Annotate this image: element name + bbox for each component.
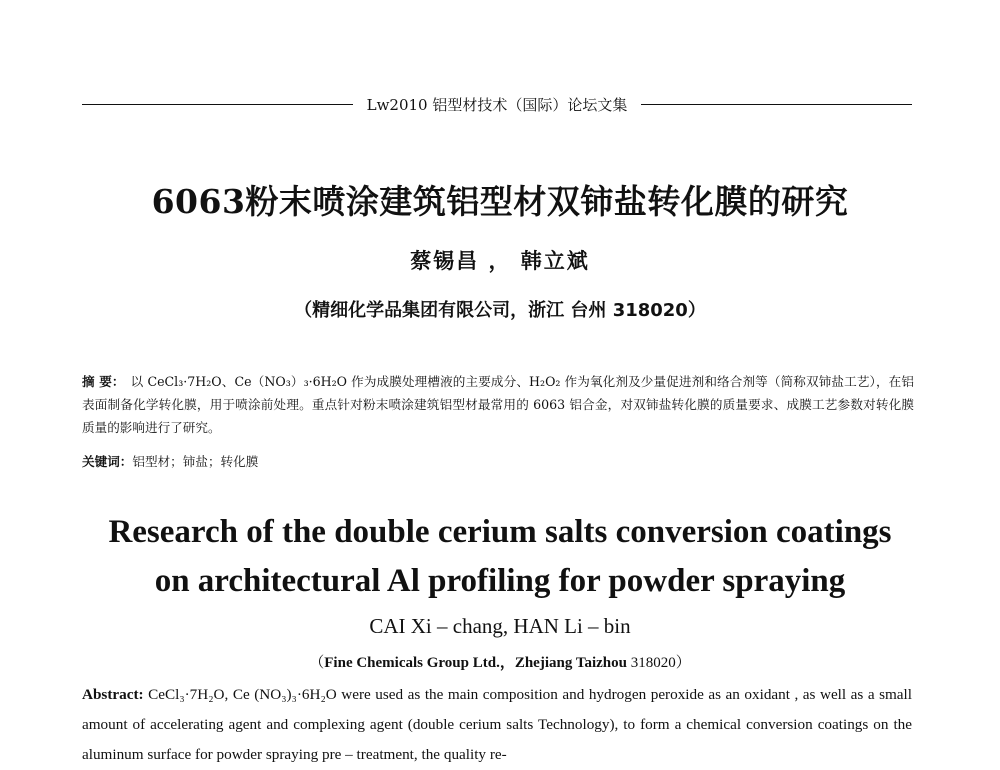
chinese-affiliation: （精细化学品集团有限公司，浙江 台州 318020） [294,300,706,321]
english-title-line-1: Research of the double cerium salts conversion coatings [108,514,892,550]
chinese-title: 6063粉末喷涂建筑铝型材双铈盐转化膜的研究 [151,182,849,221]
chinese-abstract-label: 摘 要： [82,374,125,389]
chinese-keywords-text: 铝型材；铈盐；转化膜 [132,454,259,469]
english-abstract-text: CeCl₃·7H₂O, Ce (NO₃)₃·6H₂O were used as the main composition and hydrogen peroxide as an oxidant , as well as a small amount of accelerating agent and complexing agent (double cerium salts Technology), to form a chemical conversion coatings on the aluminum surface for powder spraying pre – treatment, the quality re- [82,686,912,763]
english-affiliation [0,651,1000,672]
english-title [0,508,1000,606]
running-header [82,92,912,116]
header-rule-right [641,104,912,105]
english-authors: CAI Xi – chang, HAN Li – bin [369,614,631,638]
chinese-keywords-label: 关键词： [82,454,133,469]
english-title-line-2: on architectural Al profiling for powder spraying [154,563,846,599]
english-affiliation-open: （ [309,655,325,671]
header-rule-left [82,104,353,105]
chinese-abstract [82,370,914,439]
chinese-keywords [82,450,914,473]
english-abstract [82,680,912,770]
english-affiliation-rest: 318020） [626,655,691,671]
chinese-abstract-text: 以 CeCl₃·7H₂O、Ce（NO₃）₃·6H₂O 作为成膜处理槽液的主要成分、H₂O₂ 作为氧化剂及少量促进剂和络合剂等（简称双铈盐工艺），在铝表面制备化学转化膜，用于喷涂前处理。重点针对粉末喷涂建筑铝型材最常用的 6063 铝合金，对双铈盐转化膜的质量要求、成膜工艺参数对转化膜质量的影响进行了研究。 [82,374,914,435]
english-abstract-label: Abstract: [82,686,144,703]
english-affiliation-name: Fine Chemicals Group Ltd.，Zhejiang Taizhou [324,655,627,671]
running-header-text: Lw2010 铝型材技术（国际）论坛文集 [366,95,628,114]
chinese-authors: 蔡锡昌 ， 韩立斌 [410,248,590,273]
